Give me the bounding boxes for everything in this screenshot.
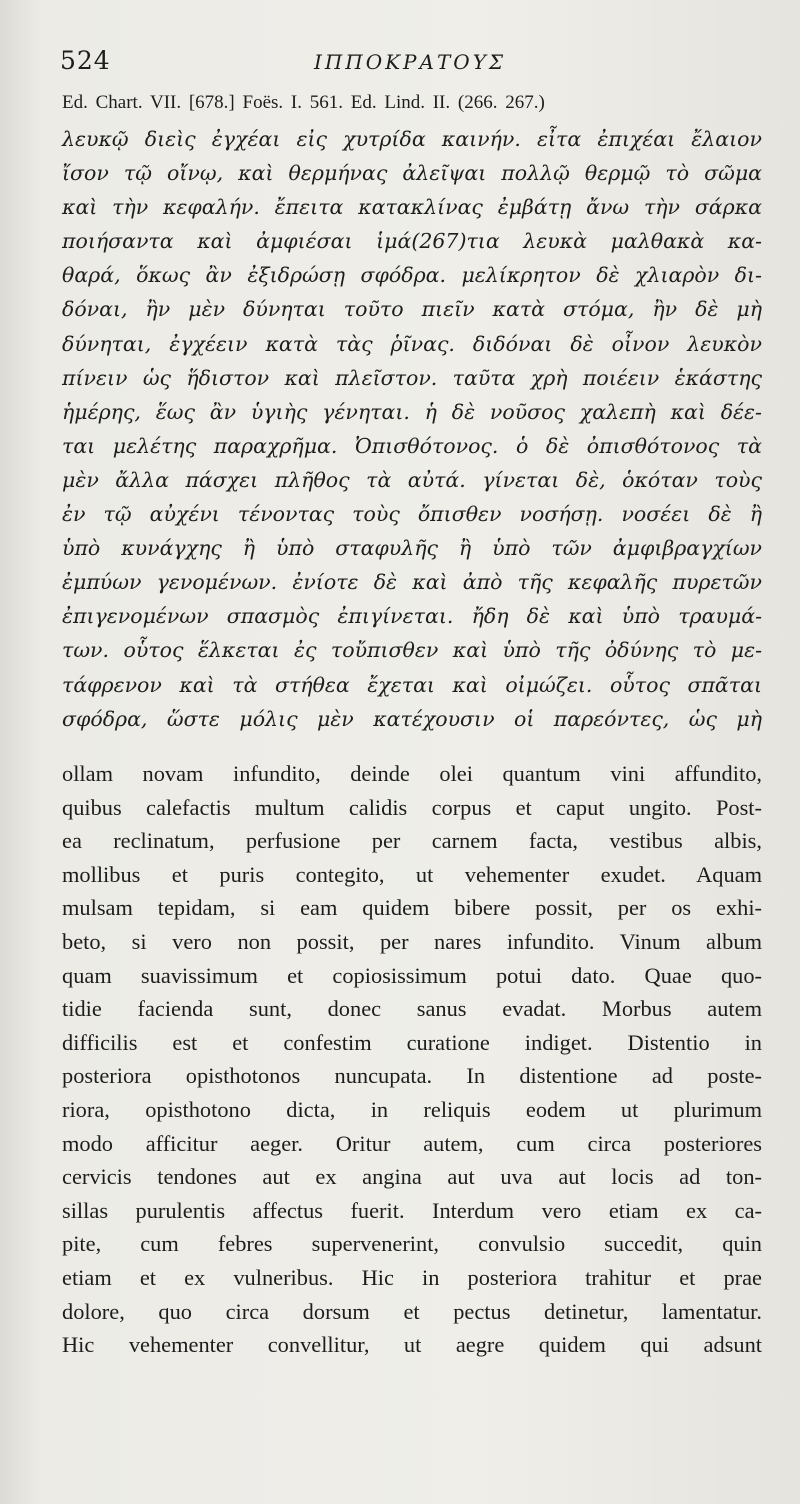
greek-text-line: θαρά, ὅκως ἂν ἐξιδρώσῃ σφόδρα. μελίκρητον δὲ χλιαρὸν δι-	[62, 263, 762, 288]
greek-text-line: ἐμπύων γενομένων. ἐνίοτε δὲ καὶ ἀπὸ τῆς κεφαλῆς πυρετῶν	[62, 570, 762, 595]
greek-text-line: δόναι, ἢν μὲν δύνηται τοῦτο πιεῖν κατὰ στόμα, ἢν δὲ μὴ	[62, 297, 762, 322]
running-title: ΙΠΠΟΚΡΑΤΟΥΣ	[313, 50, 507, 74]
latin-text-line: modo afficitur aeger. Oritur autem, cum circa posteriores	[62, 1130, 762, 1156]
latin-text-line: quibus calefactis multum calidis corpus et caput ungito. Post-	[62, 794, 762, 820]
latin-text-line: cervicis tendones aut ex angina aut uva aut locis ad ton-	[62, 1164, 762, 1190]
greek-text-line: καὶ τὴν κεφαλήν. ἔπειτα κατακλίνας ἐμβάτῃ ἄνω τὴν σάρκα	[62, 195, 762, 220]
page-header	[60, 42, 760, 82]
greek-text-line: ἐν τῷ αὐχένι τένοντας τοὺς ὄπισθεν νοσήσῃ. νοσέει δὲ ἢ	[62, 502, 762, 527]
latin-text-line: mulsam tepidam, si eam quidem bibere possit, per os exhi-	[62, 895, 762, 921]
latin-text-line: ollam novam infundito, deinde olei quantum vini affundito,	[62, 761, 762, 786]
greek-text-line: των. οὗτος ἕλκεται ἐς τοὔπισθεν καὶ ὑπὸ τῆς ὀδύνης τὸ με-	[62, 638, 762, 663]
greek-text-line: ται μελέτης παραχρῆμα. Ὀπισθότονος. ὁ δὲ ὀπισθότονος τὰ	[62, 433, 762, 458]
latin-text-line: difficilis est et confestim curatione indiget. Distentio in	[62, 1029, 762, 1055]
edition-reference: Ed. Chart. VII. [678.] Foës. I. 561. Ed. Lind. II. (266. 267.)	[62, 92, 545, 113]
latin-text-line: quam suavissimum et copiosissimum potui dato. Quae quo-	[62, 962, 762, 988]
latin-text-line: pite, cum febres supervenerint, convulsio succedit, quin	[62, 1231, 762, 1257]
greek-text-line: πίνειν ὡς ἥδιστον καὶ πλεῖστον. ταῦτα χρὴ ποιέειν ἑκάστης	[62, 365, 762, 390]
greek-text-line: ἴσον τῷ οἴνῳ, καὶ θερμήνας ἀλεῖψαι πολλῷ θερμῷ τὸ σῶμα	[62, 161, 762, 186]
greek-text-line: τάφρενον καὶ τὰ στήθεα ἔχεται καὶ οἰμώζει. οὗτος σπᾶται	[62, 672, 762, 697]
latin-text-line: riora, opisthotono dicta, in reliquis eodem ut plurimum	[62, 1096, 762, 1122]
latin-text-line: posteriora opisthotonos nuncupata. In distentione ad poste-	[62, 1063, 762, 1089]
latin-text-line: Hic vehementer convellitur, ut aegre quidem qui adsunt	[62, 1332, 762, 1358]
latin-translation-block	[62, 757, 762, 1362]
page-number: 524	[60, 46, 111, 75]
greek-text-line: λευκῷ διεὶς ἐγχέαι εἰς χυτρίδα καινήν. εἶτα ἐπιχέαι ἔλαιον	[62, 127, 762, 151]
greek-text-line: ποιήσαντα καὶ ἀμφιέσαι ἱμά(267)τια λευκὰ μαλθακὰ κα-	[62, 229, 762, 254]
greek-text-line: ἡμέρης, ἕως ἂν ὑγιὴς γένηται. ἡ δὲ νοῦσος χαλεπὴ καὶ δέε-	[62, 399, 762, 424]
latin-text-line: dolore, quo circa dorsum et pectus detinetur, lamentatur.	[62, 1298, 762, 1324]
greek-text-line: σφόδρα, ὥστε μόλις μὲν κατέχουσιν οἱ παρεόντες, ὡς μὴ	[62, 706, 762, 731]
greek-text-line: δύνηται, ἐγχέειν κατὰ τὰς ῥῖνας. διδόναι δὲ οἶνον λευκὸν	[62, 331, 762, 356]
latin-text-line: mollibus et puris contegito, ut vehementer exudet. Aquam	[62, 861, 762, 887]
latin-text-line: tidie facienda sunt, donec sanus evadat. Morbus autem	[62, 996, 762, 1022]
greek-text-line: ἐπιγενομένων σπασμὸς ἐπιγίνεται. ἤδη δὲ καὶ ὑπὸ τραυμά-	[62, 604, 762, 629]
greek-text-block	[62, 122, 762, 736]
latin-text-line: sillas purulentis affectus fuerit. Interdum vero etiam ex ca-	[62, 1197, 762, 1223]
latin-text-line: ea reclinatum, perfusione per carnem facta, vestibus albis,	[62, 828, 762, 854]
latin-text-line: beto, si vero non possit, per nares infundito. Vinum album	[62, 928, 762, 954]
latin-text-line: etiam et ex vulneribus. Hic in posteriora trahitur et prae	[62, 1264, 762, 1290]
greek-text-line: ὑπὸ κυνάγχης ἢ ὑπὸ σταφυλῆς ἢ ὑπὸ τῶν ἀμφιβραγχίων	[62, 536, 762, 561]
greek-text-line: μὲν ἄλλα πάσχει πλῆθος τὰ αὐτά. γίνεται δὲ, ὁκόταν τοὺς	[62, 467, 762, 492]
